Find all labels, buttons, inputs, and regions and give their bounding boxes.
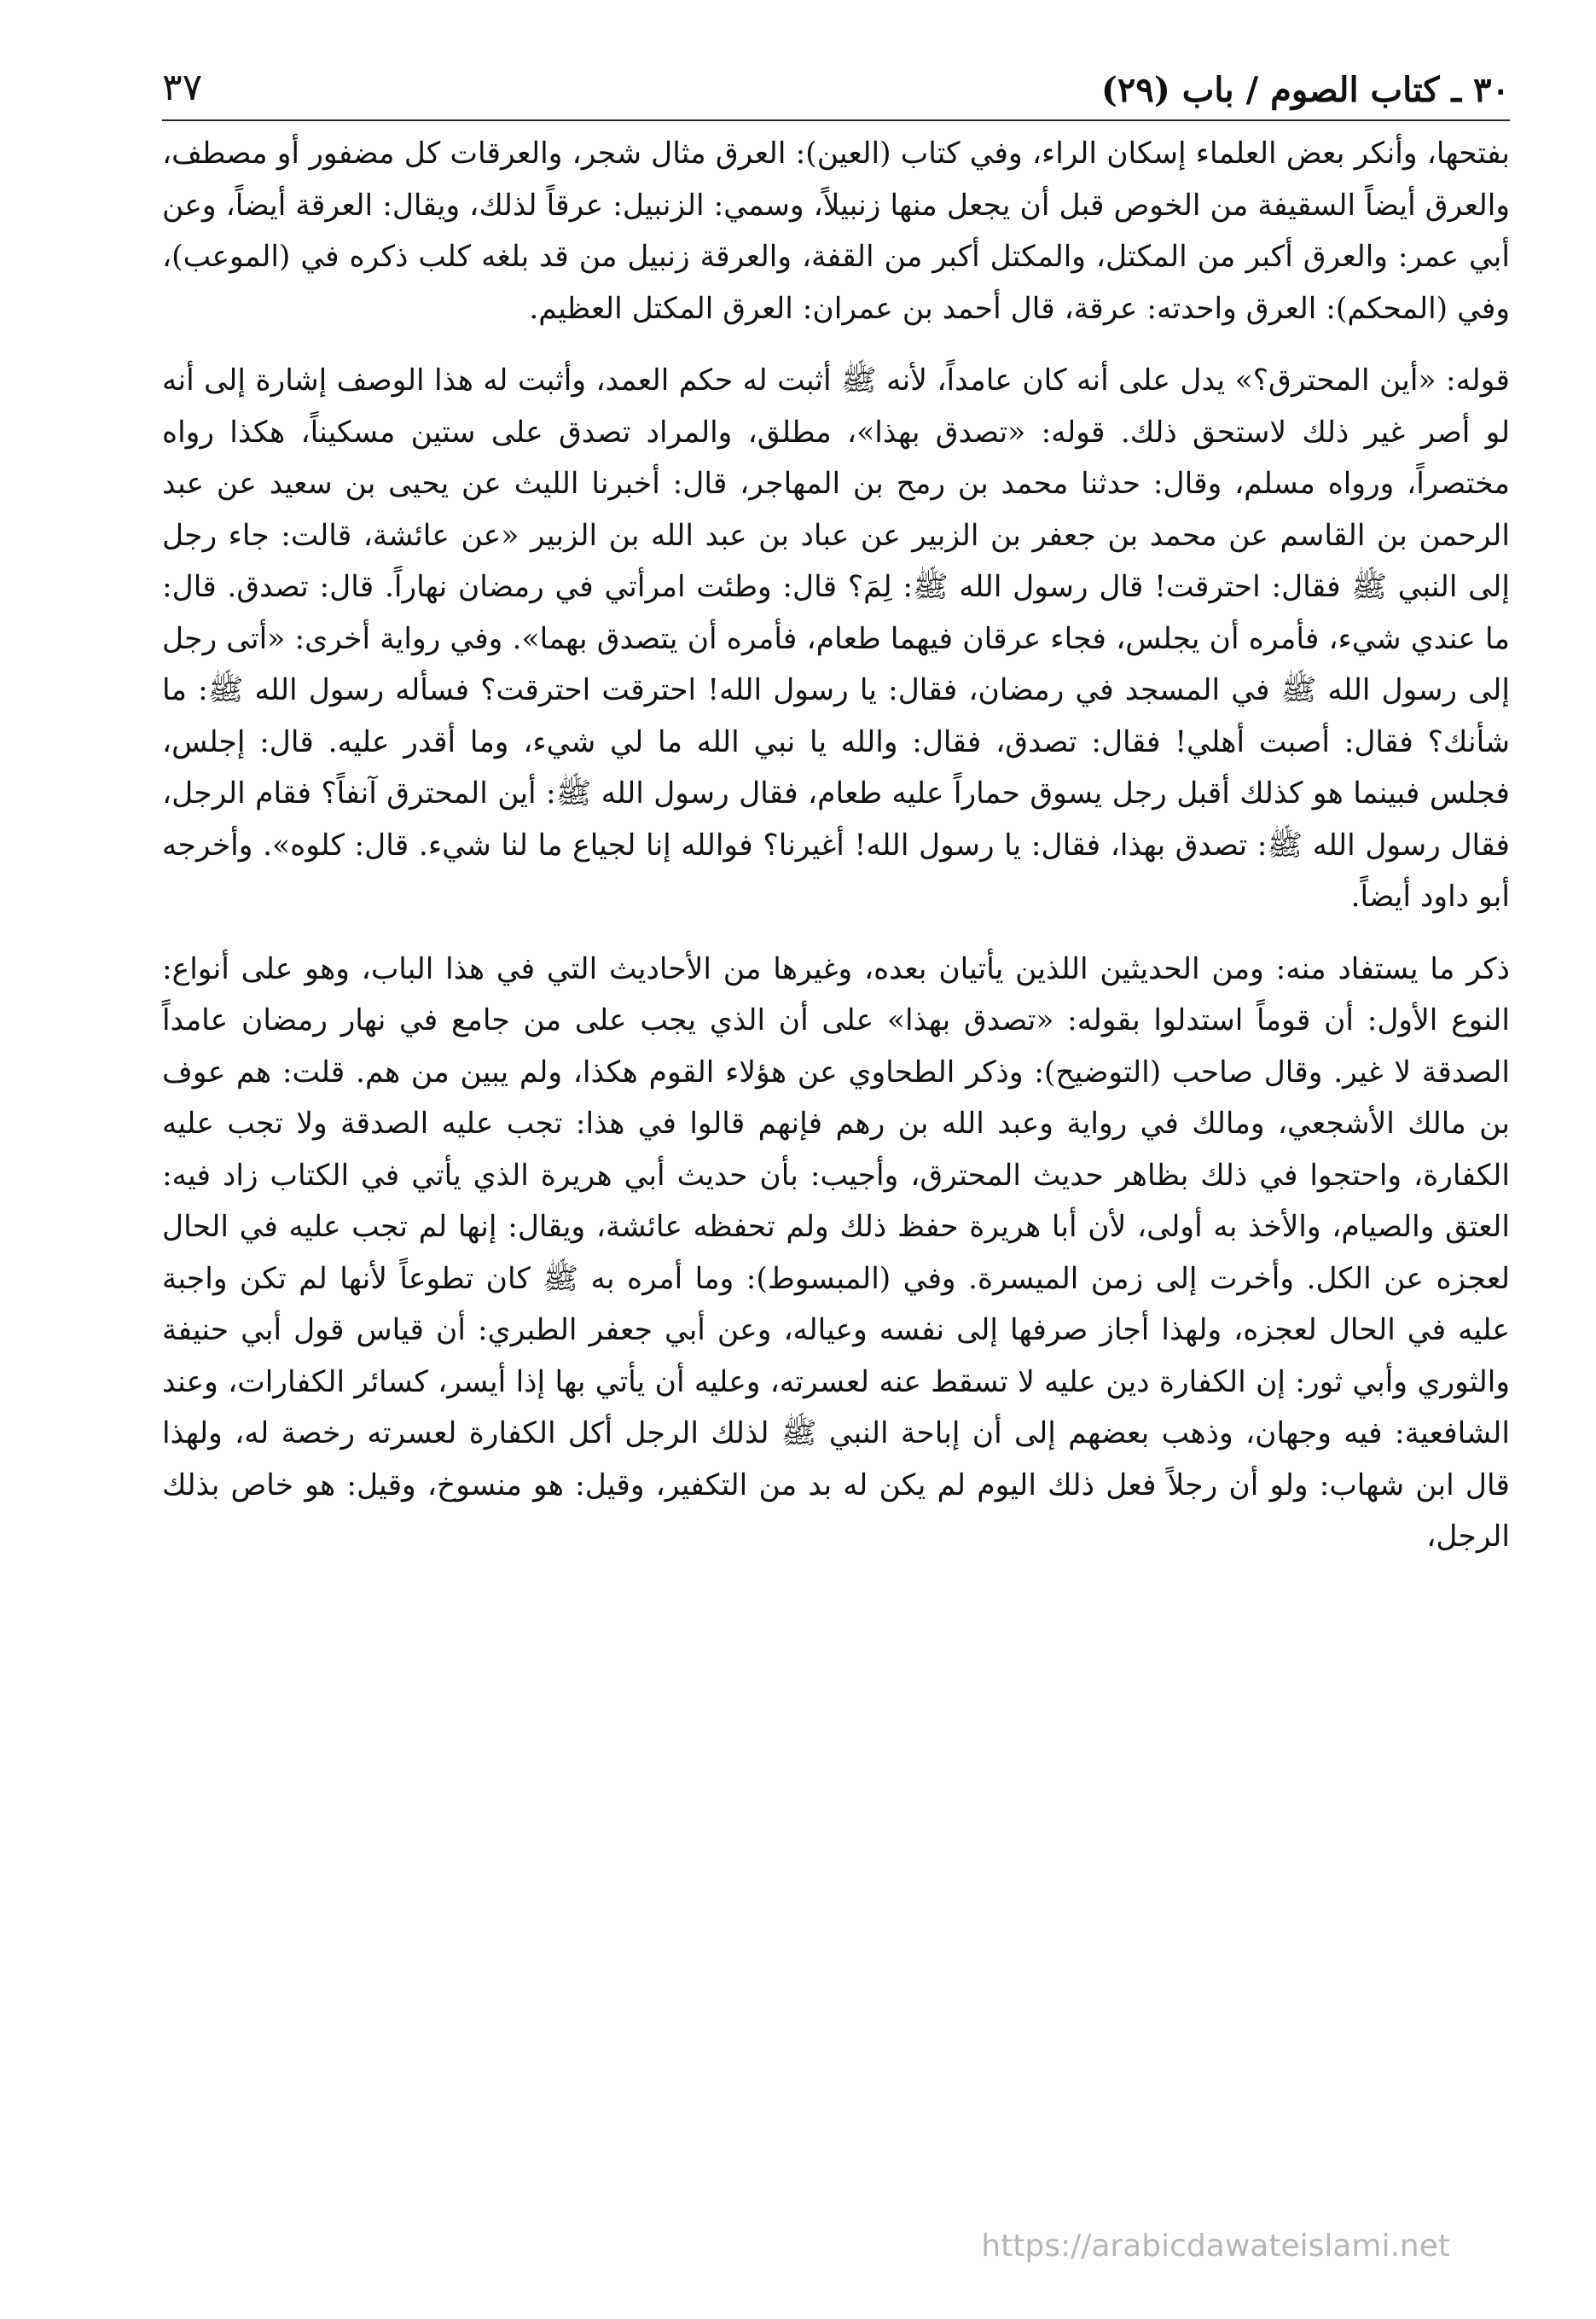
- paragraph-1: بفتحها، وأنكر بعض العلماء إسكان الراء، وفي كتاب (العين): العرق مثال شجر، والعرقات كل مضفور أو مصطف، والعرق أيضاً السقيفة من الخوص قبل أن يجعل منها زنبيلاً، وسمي: الزنبيل: عرقاً لذلك، ويقال: العرقة أيضاً، وعن أبي عمر: والعرق أكبر من المكتل، والمكتل أكبر من القفة، والعرقة زنبيل من قد بلغه كلب ذكره في (الموعب)، وفي (المحكم): العرق واحدته: عرقة، قال أحمد بن عمران: العرق المكتل العظيم.: [162, 137, 1510, 326]
- page-body: [162, 128, 1510, 1563]
- page-number: ٣٧: [162, 66, 203, 110]
- paragraph-2: قوله: «أين المحترق؟» يدل على أنه كان عامداً، لأنه ﷺ أثبت له حكم العمد، وأثبت له هذا الوصف إشارة إلى أنه لو أصر غير ذلك لاستحق ذلك. قوله: «تصدق بهذا»، مطلق، والمراد تصدق على ستين مسكيناً، هكذا رواه مختصراً، ورواه مسلم، وقال: حدثنا محمد بن رمح بن المهاجر، قال: أخبرنا الليث عن يحيى بن سعيد عن عبد الرحمن بن القاسم عن محمد بن جعفر بن الزبير عن عباد بن عبد الله بن الزبير «عن عائشة، قالت: جاء رجل إلى النبي ﷺ فقال: احترقت! قال رسول الله ﷺ: لِمَ؟ قال: وطئت امرأتي في رمضان نهاراً. قال: تصدق. قال: ما عندي شيء، فأمره أن يجلس، فجاء عرقان فيهما طعام، فأمره أن يتصدق بهما». وفي رواية أخرى: «أتى رجل إلى رسول الله ﷺ في المسجد في رمضان، فقال: يا رسول الله! احترقت احترقت؟ فسأله رسول الله ﷺ: ما شأنك؟ فقال: أصبت أهلي! فقال: تصدق، فقال: والله يا نبي الله ما لي شيء، وما أقدر عليه. قال: إجلس، فجلس فبينما هو كذلك أقبل رجل يسوق حماراً عليه طعام، فقال رسول الله ﷺ: أين المحترق آنفاً؟ فقام الرجل، فقال رسول الله ﷺ: تصدق بهذا، فقال: يا رسول الله! أغيرنا؟ فوالله إنا لجياع ما لنا شيء. قال: كلوه». وأخرجه أبو داود أيضاً.: [162, 363, 1511, 914]
- paragraph-3: ذكر ما يستفاد منه: ومن الحديثين اللذين يأتيان بعده، وغيرها من الأحاديث التي في هذا الباب، وهو على أنواع: النوع الأول: أن قوماً استدلوا بقوله: «تصدق بهذا» على أن الذي يجب على من جامع في نهار رمضان عامداً الصدقة لا غير. وقال صاحب (التوضيح): وذكر الطحاوي عن هؤلاء القوم هكذا، ولم يبين من هم. قلت: هم عوف بن مالك الأشجعي، ومالك في رواية وعبد الله بن رهم فإنهم قالوا في هذا: تجب عليه الصدقة ولا تجب عليه الكفارة، واحتجوا في ذلك بظاهر حديث المحترق، وأجيب: بأن حديث أبي هريرة الذي يأتي في الكتاب زاد فيه: العتق والصيام، والأخذ به أولى، لأن أبا هريرة حفظ ذلك ولم تحفظه عائشة، ويقال: إنها لم تجب عليه في الحال لعجزه عن الكل. وأخرت إلى زمن الميسرة. وفي (المبسوط): وما أمره به ﷺ كان تطوعاً لأنها لم تكن واجبة عليه في الحال لعجزه، ولهذا أجاز صرفها إلى نفسه وعياله، وعن أبي جعفر الطبري: أن قياس قول أبي حنيفة والثوري وأبي ثور: إن الكفارة دين عليه لا تسقط عنه لعسرته، وعليه أن يأتي بها إذا أيسر، كسائر الكفارات، وعند الشافعية: فيه وجهان، وذهب بعضهم إلى أن إباحة النبي ﷺ لذلك الرجل أكل الكفارة لعسرته رخصة له، ولهذا قال ابن شهاب: ولو أن رجلاً فعل ذلك اليوم لم يكن له بد من التكفير، وقيل: هو منسوخ، وقيل: هو خاص بذلك الرجل،: [162, 951, 1510, 1554]
- source-url-watermark: https://arabicdawateislami.net: [981, 2229, 1450, 2264]
- page-header: [162, 44, 1510, 121]
- running-head: ٣٠ ـ كتاب الصوم / باب (٢٩): [1100, 70, 1510, 110]
